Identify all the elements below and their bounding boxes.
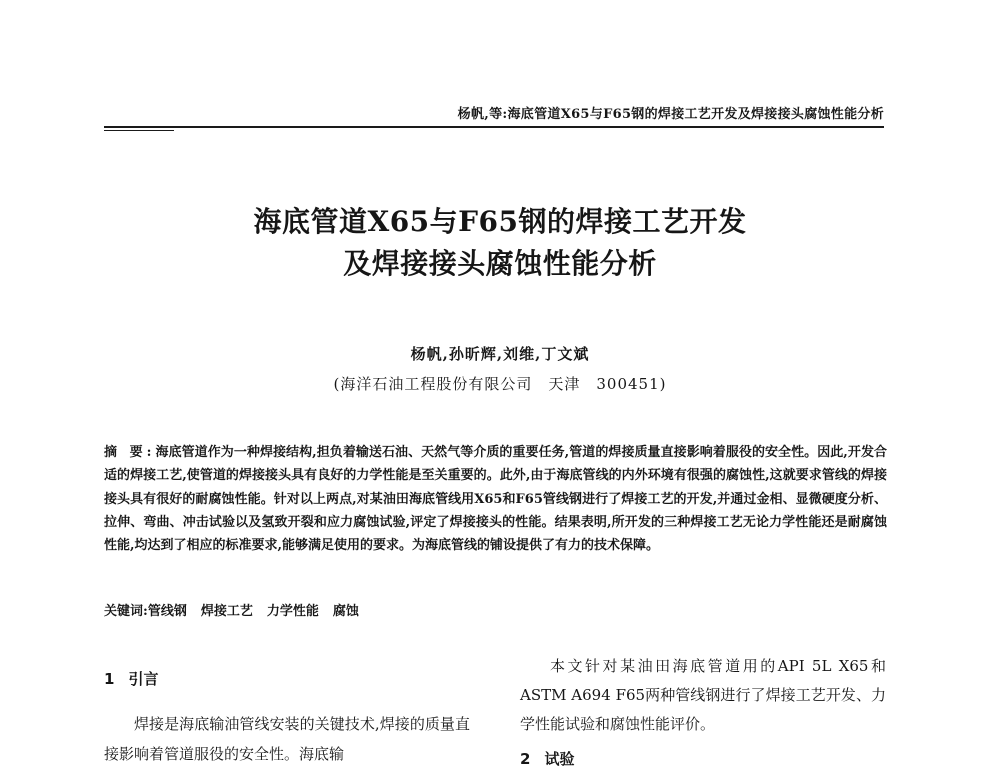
running-header: 杨帆,等:海底管道X65与F65钢的焊接工艺开发及焊接接头腐蚀性能分析 — [457, 107, 884, 122]
header-rule-secondary — [104, 130, 174, 131]
left-column — [104, 709, 470, 769]
keyword: 管线钢 — [147, 604, 187, 619]
abstract — [104, 441, 887, 557]
abstract-text: 海底管道作为一种焊接结构,担负着输送石油、天然气等介质的重要任务,管道的焊接质量直接影响着服役的安全性。因此,开发合适的焊接工艺,使管道的焊接接头具有良好的力学性能是至关重要的。此外,由于海底管线的内外环境有很强的腐蚀性,这就要求管线的焊接接头具有很好的耐腐蚀性能。针对以上两点,对某油田海底管线用X65和F65管线钢进行了焊接工艺的开发,并通过金相、显微硬度分析、拉伸、弯曲、冲击试验以及氢致开裂和应力腐蚀试验,评定了焊接接头的性能。结果表明,所开发的三种焊接工艺无论力学性能还是耐腐蚀性能,均达到了相应的标准要求,能够满足使用的要求。为海底管线的铺设提供了有力的技术保障。 — [104, 445, 887, 554]
abstract-label: 摘 要: — [104, 445, 156, 460]
section-2-heading — [520, 748, 574, 769]
section-number: 1 — [104, 670, 115, 688]
right-column — [520, 652, 886, 739]
keyword: 焊接工艺 — [200, 604, 253, 619]
header-rule — [104, 126, 884, 128]
keywords — [104, 600, 373, 619]
author-list: 杨帆,孙昕辉,刘维,丁文斌 — [410, 345, 590, 363]
section-1-heading — [104, 668, 158, 689]
section-title: 引言 — [128, 670, 159, 688]
section-title: 试验 — [544, 750, 575, 768]
title-line-2: 及焊接接头腐蚀性能分析 — [343, 247, 657, 280]
keyword: 腐蚀 — [332, 604, 359, 619]
title-line-1: 海底管道X65与F65钢的焊接工艺开发 — [253, 205, 747, 238]
affiliation: (海洋石油工程股份有限公司 天津 300451) — [333, 375, 667, 393]
keyword: 力学性能 — [266, 604, 319, 619]
keywords-label: 关键词: — [104, 604, 148, 619]
paper-title — [0, 201, 1000, 285]
section-number: 2 — [520, 750, 531, 768]
body-paragraph: 焊接是海底输油管线安装的关键技术,焊接的质量直接影响着管道服役的安全性。海底输 — [104, 715, 470, 763]
body-paragraph: 本文针对某油田海底管道用的API 5L X65和ASTM A694 F65两种管线钢进行了焊接工艺开发、力学性能试验和腐蚀性能评价。 — [520, 657, 886, 733]
